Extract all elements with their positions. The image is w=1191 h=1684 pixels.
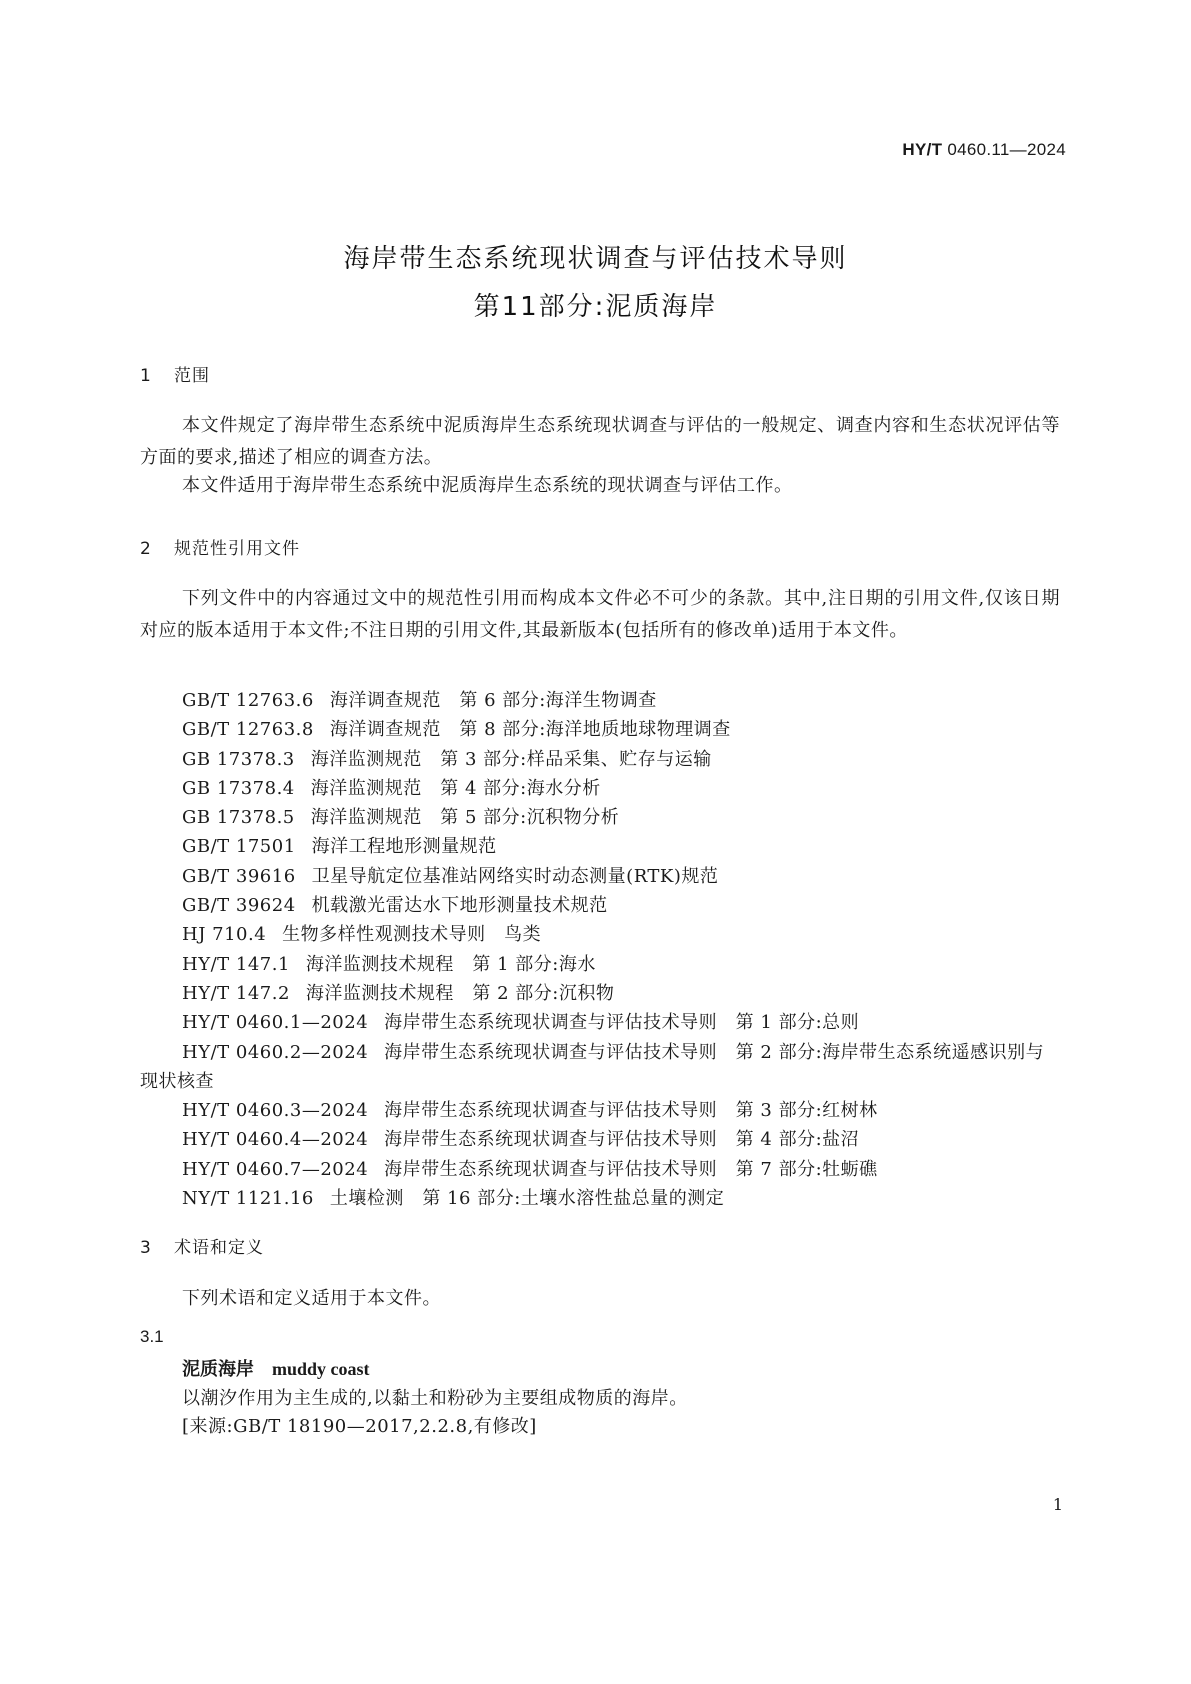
reference-title: 海岸带生态系统现状调查与评估技术导则 第 1 部分:总则 [384,1012,860,1034]
reference-title: 海岸带生态系统现状调查与评估技术导则 第 4 部分:盐沼 [384,1129,860,1151]
reference-title: 海洋调查规范 第 8 部分:海洋地质地球物理调查 [329,719,731,741]
reference-title: 机载激光雷达水下地形测量技术规范 [311,895,608,917]
reference-code: GB 17378.5 [182,807,295,829]
reference-code: GB/T 39616 [182,865,296,887]
section-heading-terms [140,1233,264,1258]
reference-code: HY/T 0460.7—2024 [182,1158,369,1180]
reference-title: 海岸带生态系统现状调查与评估技术导则 第 2 部分:海岸带生态系统遥感识别与现状核查 [140,1041,1045,1092]
section-title: 规范性引用文件 [174,539,300,559]
term-name-zh: 泥质海岸 [182,1359,254,1380]
reference-code: HY/T 0460.4—2024 [182,1129,369,1151]
reference-code: GB/T 12763.8 [182,719,314,741]
reference-code: NY/T 1121.16 [182,1188,314,1210]
reference-title: 海洋调查规范 第 6 部分:海洋生物调查 [329,690,657,711]
scope-paragraph-2: 本文件适用于海岸带生态系统中泥质海岸生态系统的现状调查与评估工作。 [182,475,793,496]
term-name [182,1355,370,1381]
reference-code: GB 17378.4 [182,777,295,799]
reference-title: 海洋监测技术规程 第 1 部分:海水 [305,953,596,975]
reference-title: 海洋工程地形测量规范 [311,836,497,858]
reference-item [140,1096,1060,1125]
section-number: 1 [140,366,152,386]
reference-item [140,1038,1060,1097]
standard-code: 0460.11—2024 [942,140,1066,159]
term-number: 3.1 [140,1327,164,1346]
reference-item [140,950,1060,979]
reference-title: 土壤检测 第 16 部分:土壤水溶性盐总量的测定 [329,1188,725,1210]
section-number: 3 [140,1238,152,1258]
reference-item [140,979,1060,1008]
page-number: 1 [1052,1495,1063,1514]
reference-item [140,891,1060,920]
reference-item [140,1184,1060,1213]
section-heading-scope [140,361,210,386]
reference-code: HY/T 0460.2—2024 [182,1041,369,1063]
term-definition: 以潮汐作用为主生成的,以黏土和粉砂为主要组成物质的海岸。 [182,1388,688,1409]
reference-item [140,862,1060,891]
standard-prefix: HY/T [902,140,943,159]
reference-item [140,745,1060,774]
reference-code: HY/T 147.2 [182,982,290,1004]
reference-item [140,832,1060,861]
reference-item [140,715,1060,744]
reference-item [140,774,1060,803]
document-title: 海岸带生态系统现状调查与评估技术导则 [343,244,848,274]
standard-number [902,140,1066,160]
reference-title: 卫星导航定位基准站网络实时动态测量(RTK)规范 [311,865,719,887]
reference-item [140,920,1060,949]
reference-code: GB/T 39624 [182,895,296,917]
reference-list [140,686,1060,1213]
section-title: 范围 [174,366,210,386]
terms-intro: 下列术语和定义适用于本文件。 [182,1288,441,1309]
reference-code: HY/T 0460.1—2024 [182,1012,369,1034]
reference-code: GB/T 12763.6 [182,690,314,711]
reference-title: 海岸带生态系统现状调查与评估技术导则 第 7 部分:牡蛎礁 [384,1158,878,1180]
reference-item [140,803,1060,832]
reference-item [140,1155,1060,1184]
scope-paragraph-1: 本文件规定了海岸带生态系统中泥质海岸生态系统现状调查与评估的一般规定、调查内容和生态状况评估等方面的要求,描述了相应的调查方法。 [140,415,1060,468]
reference-item [140,1125,1060,1154]
reference-code: HY/T 0460.3—2024 [182,1100,369,1122]
reference-code: HY/T 147.1 [182,953,290,975]
reference-title: 海洋监测规范 第 4 部分:海水分析 [310,777,601,799]
document-subtitle: 第11部分:泥质海岸 [473,292,718,322]
term-source: [来源:GB/T 18190—2017,2.2.8,有修改] [182,1416,537,1437]
reference-code: GB 17378.3 [182,748,295,770]
reference-title: 海洋监测规范 第 5 部分:沉积物分析 [310,807,620,829]
reference-title: 海洋监测技术规程 第 2 部分:沉积物 [305,982,615,1004]
reference-title: 海洋监测规范 第 3 部分:样品采集、贮存与运输 [310,748,712,770]
section-title: 术语和定义 [174,1238,264,1258]
section-number: 2 [140,539,152,559]
reference-title: 海岸带生态系统现状调查与评估技术导则 第 3 部分:红树林 [384,1100,878,1122]
reference-item [140,1008,1060,1037]
section-heading-normative-references [140,534,300,559]
term-name-en: muddy coast [272,1359,370,1379]
reference-title: 生物多样性观测技术导则 鸟类 [282,924,542,946]
reference-item [140,686,1060,715]
references-intro: 下列文件中的内容通过文中的规范性引用而构成本文件必不可少的条款。其中,注日期的引用文件,仅该日期对应的版本适用于本文件;不注日期的引用文件,其最新版本(包括所有的修改单)适用于本文件。 [140,588,1060,641]
reference-code: HJ 710.4 [182,924,267,946]
reference-code: GB/T 17501 [182,836,296,858]
